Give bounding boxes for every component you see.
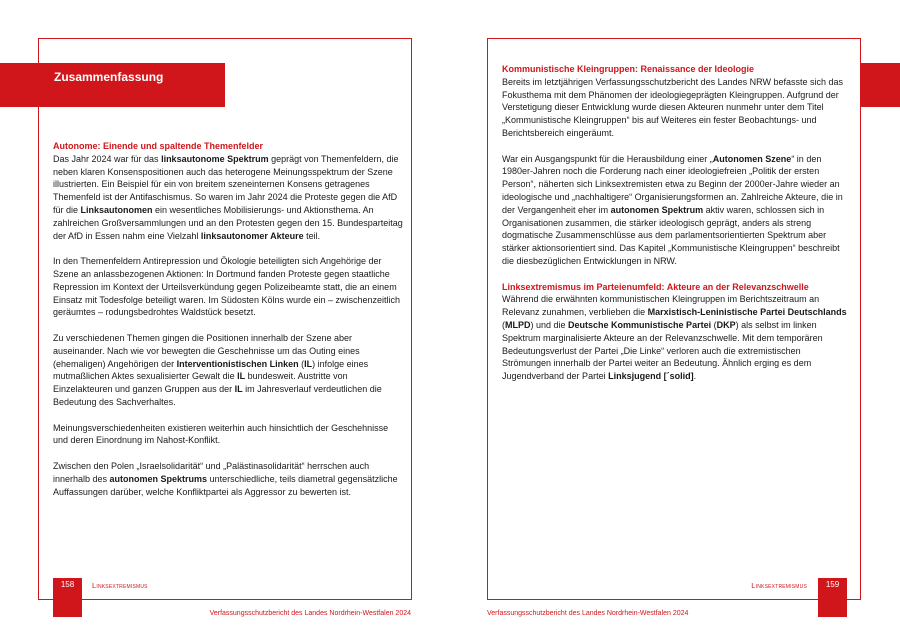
bold-term: IL — [304, 358, 313, 369]
bold-term: DKP — [716, 319, 736, 330]
bold-term: Autonomen Szene — [712, 153, 792, 164]
text-run: ( — [711, 319, 717, 330]
bold-term: Interventionistischen Linken — [176, 358, 299, 369]
page-number-left: 158 — [60, 580, 75, 589]
footer-right: Verfassungsschutzbericht des Landes Nordrhein-Westfalen 2024 — [487, 610, 689, 617]
paragraph — [53, 422, 403, 448]
autonome-heading: Autonome: Einende und spaltende Themenfelder — [53, 141, 264, 151]
text-run: teil. — [303, 230, 321, 241]
bold-term: Marxistisch-Leninistische Partei Deutschlands — [647, 307, 847, 318]
paragraph — [502, 153, 852, 268]
summary-title: Zusammenfassung — [54, 70, 164, 84]
text-run: ( — [298, 358, 305, 369]
page-number-right: 159 — [825, 580, 840, 589]
summary-banner — [0, 63, 225, 107]
text-run: In den Themenfeldern Antirepression und Ökologie beteiligten sich Angehörige der Szene an anlassbezogenen Aktionen: In Dortmund fanden Proteste gegen staatliche Repression im Kontext der Urteilsverkündung gegen Polizeibeamte statt, die an einem Einsatz mit Todesfolge beteiligt waren. Im Südosten Kölns wurde ein – zwischenzeitlich geräumtes – rodungsbedrohtes Waldstück besetzt. — [53, 256, 401, 318]
text-run: Das Jahr 2024 war für das — [53, 153, 162, 164]
paragraph — [53, 255, 403, 319]
text-run: aktiv waren, schlossen sich in Organisationen zusammen, die stärker ideologisch geprägt, anders als streng dogmatische Zusammenschlüsse aus dem parlamentsorientierten Spektrum aber stärker aktionsorientiert sind. Das Kapitel „Kommunistische Kleingruppen“ beschreibt die diesbezüglichen Entwicklungen in NRW. — [502, 204, 840, 266]
text-run: unterschiedliche, teils diametral gegensätzliche Auffassungen darüber, welche Konfliktpartei als Aggressor zu bewerten ist. — [53, 473, 398, 497]
text-run: . — [693, 371, 697, 382]
running-head-right: Linksextremismus — [751, 581, 807, 590]
text-run: bundesweit. Austritte von Einzelakteuren und ganzen Gruppen aus der — [53, 371, 348, 395]
paragraph — [53, 332, 403, 409]
text-run: ein wesentliches Mobilisierungs- und Aktionsthema. An zahlreichen Großversammlungen und an den Protesten gegen den 15. Bundesparteitag der AfD in Essen nahm eine Vielzahl — [53, 204, 403, 241]
paragraph — [53, 153, 403, 243]
right-margin-tab — [860, 63, 900, 107]
text-run: Zu verschiedenen Themen gingen die Positionen innerhalb der Szene aber auseinander. Nach wie vor bewegten die Geschehnisse um das Outing eines (ehemaligen) Angehörigen der — [53, 332, 360, 369]
bold-term: Linksautonomen — [80, 204, 153, 215]
text-run: Zwischen den Polen „Israelsolidarität“ und „Palästinasolidarität“ herrschen auch innerhalb des — [53, 460, 370, 484]
text-run: geprägt von Themenfeldern, die neben klaren Konsenspositionen auch das heterogene Meinungsspektrum der Szene illustrierten. Ein Beispiel für ein von breitem szeneinternen Konsens getragenes Themenfeld ist der Antifaschismus. So waren im Jahr 2024 die Proteste gegen die AfD für die — [53, 153, 399, 215]
bold-term: Deutsche Kommunistische Partei — [568, 319, 712, 330]
text-run: ) als selbst im linken Spektrum marginalisierte Akteure an der Relevanzschwelle. Mit dem temporären Bedeutungsverlust der Partei „Die Linke“ verloren auch die extremistischen Strömungen innerhalb der Partei weiter an Bedeutung. Ähnlich erging es dem Jugendverband der Partei — [502, 319, 823, 382]
paragraph — [502, 76, 852, 140]
text-run: Meinungsverschiedenheiten existieren weiterhin auch hinsichtlich der Geschehnisse und deren Einordnung im Nahost-Konflikt. — [53, 422, 389, 446]
bold-term: autonomen Spektrums — [109, 473, 208, 484]
footer-left: Verfassungsschutzbericht des Landes Nordrhein-Westfalen 2024 — [209, 610, 411, 617]
running-head-left: Linksextremismus — [92, 581, 148, 590]
text-run: War ein Ausgangspunkt für die Herausbildung einer „ — [502, 153, 713, 164]
bold-term: MLPD — [505, 319, 531, 330]
kleingruppen-heading: Kommunistische Kleingruppen: Renaissance der Ideologie — [502, 64, 755, 74]
bold-term: autonomen Spektrum — [610, 204, 704, 215]
left-column — [53, 140, 403, 498]
paragraph — [53, 460, 403, 498]
text-run: ( — [502, 319, 505, 330]
bold-term: Linksjugend [´solid] — [608, 371, 694, 382]
text-run: “ in den 1980er-Jahren noch die Forderung nach einer ideologiefreien „Politik der ersten Person“, näherten sich Linksextremisten etwa zu Beginn der 2000er-Jahre wieder an ideologische und „nachhaltigere“ Organisierungsformen an. Zahlreiche Akteure, die in der Vergangenheit eher im — [502, 153, 843, 215]
parteienumfeld-heading: Linksextremismus im Parteienumfeld: Akteure an der Relevanzschwelle — [502, 281, 809, 292]
text-run: im Jahresverlauf verdeutlichen die Bedeutung des Sachverhaltes. — [53, 384, 382, 407]
text-run: ) und die — [530, 319, 569, 330]
text-run: Bereits im letztjährigen Verfassungsschutzbericht des Landes NRW befasste sich das Fokusthema mit dem Phänomen der ideologiegeprägten Kleingruppen. Aufgrund der Verstetigung dieser Entwicklung wurde diesen Akteuren nunmehr unter dem Titel „Kommunistische Kleingruppen“ bis auf Weiteres ein fester Beobachtungs- und Berichtsbereich eingeräumt. — [502, 76, 844, 138]
paragraph — [502, 293, 852, 383]
bold-term: IL — [237, 371, 246, 382]
right-column — [502, 63, 852, 383]
bold-term: linksautonome Spektrum — [161, 153, 269, 164]
bold-term: linksautonomer Akteure — [200, 230, 304, 241]
text-run: Während die erwähnten kommunistischen Kleingruppen im Berichtszeitraum an Relevanz zunahmen, verblieben die — [502, 294, 820, 318]
text-run: ) infolge eines mutmaßlichen Aktes sexualisierter Gewalt die — [53, 358, 369, 382]
bold-term: IL — [234, 384, 243, 395]
